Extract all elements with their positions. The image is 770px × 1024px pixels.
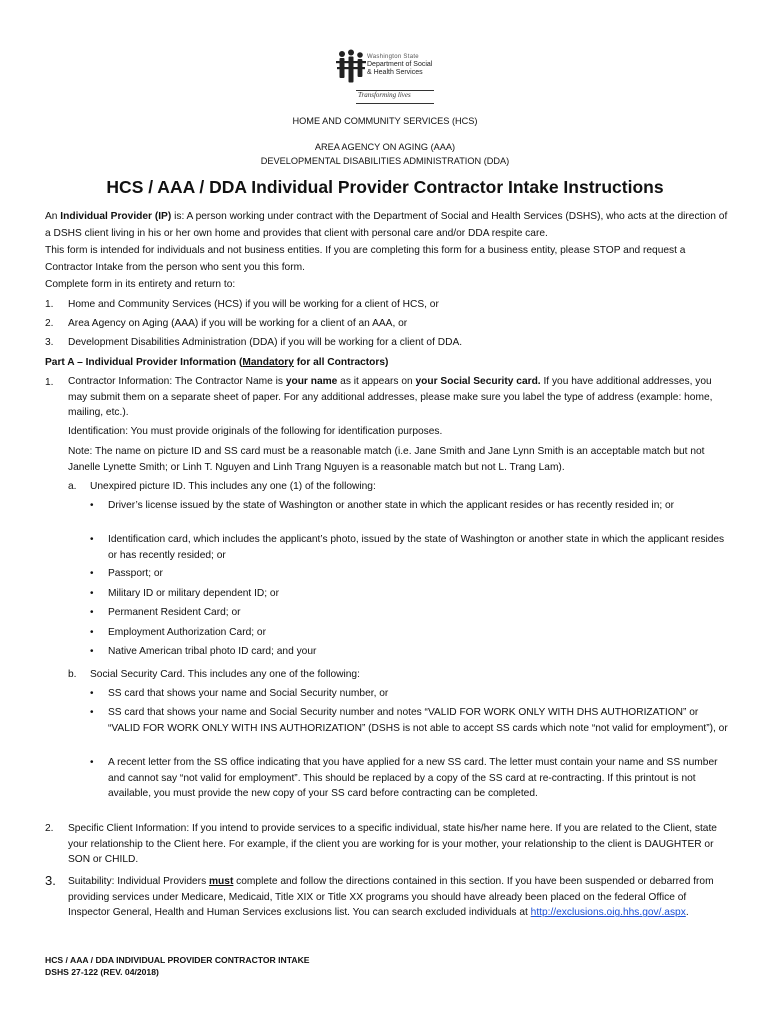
item2-client-info: Specific Client Information: If you intend to provide services to a specific individual, state his/her name here. If you are related to the Client, state your relationship to the Client here. For example, if the client you are working for is your mother, your relationship to the client is DAUGHTER or SON or CHILD. [68,823,717,866]
part-a-mandatory: Mandatory [242,357,294,368]
return-item-hcs: Home and Community Services (HCS) if you will be working for a client of HCS, or [68,299,439,310]
bullet-icon: • [90,568,94,579]
part-a-heading [45,354,735,371]
intro-definition [45,208,735,242]
bullet-icon: • [90,688,94,699]
item1-identification: Identification: You must provide originals of the following for identification purposes. [68,426,443,437]
header-hcs: HOME AND COMMUNITY SERVICES (HCS) [292,116,478,126]
part-a-pre: Part A – Individual Provider Information ( [45,357,243,368]
sub-a-bullet-drivers-license: Driver’s license issued by the state of Washington or another state in which the applicant resides or has recently resided in; or [108,500,675,511]
sub-a-bullet-military: Military ID or military dependent ID; or [108,588,279,599]
part-a-post: for all Contractors) [293,357,389,368]
dshs-logo [336,47,434,105]
sub-a-bullet-tribal: Native American tribal photo ID card; and your [108,646,317,657]
item1-your-name: your name [285,376,338,387]
item3-must: must [209,876,234,887]
item3-suitability [68,874,730,921]
exclusions-link[interactable]: http://exclusions.oig.hhs.gov/.aspx [530,907,686,919]
intro-prefix: An [45,211,61,222]
sub-b-bullet-ss-card: SS card that shows your name and Social Security number, or [108,688,389,699]
bullet-icon: • [90,627,94,638]
item1-text-e: If you have additional addresses, you may submit them on a separate sheet of paper. For any additional addresses, please make sure you label the type of address (example: home, mailing, etc.). [68,376,713,419]
return-item-number: 3. [45,337,54,348]
item3-text-b: complete and follow the directions contained in this section. If you have been suspended or debarred from providing services under Medicare, Medicaid, Title XIX or Title XX programs you should have already been placed on the federal Office of Inspector General, Health and Human Services exclusions list. You can search excluded individuals at [68,876,714,919]
sub-a-bullet-id-card: Identification card, which includes the applicant’s photo, issued by the state of Washington or another state in which the applicant resides or has recently resided; or [108,534,725,561]
bullet-icon: • [90,588,94,599]
family-figures-icon [336,49,366,87]
return-item-number: 1. [45,299,54,310]
item1-number: 1. [45,377,54,388]
sub-a-label: a. [68,481,77,492]
footer-form-number: DSHS 27-122 (REV. 04/2018) [45,967,159,977]
item1-ss-card: your Social Security card. [415,376,541,387]
return-item-number: 2. [45,318,54,329]
item3-number: 3. [45,873,56,888]
sub-a-bullet-employment: Employment Authorization Card; or [108,627,266,638]
page-title: HCS / AAA / DDA Individual Provider Contractor Intake Instructions [106,177,664,197]
item1-contractor-info [68,374,730,421]
header-dda: DEVELOPMENTAL DISABILITIES ADMINISTRATION (DDA) [260,156,510,166]
item2-number: 2. [45,823,54,834]
logo-line1: Department of Social [367,61,433,68]
sub-a-bullet-passport: Passport; or [108,568,163,579]
sub-a-text: Unexpired picture ID. This includes any one (1) of the following: [90,481,376,492]
intro-business-note: This form is intended for individuals and not business entities. If you are completing this form for a business entity, please STOP and request a Contractor Intake from the person who sent you this form. [45,245,686,273]
item3-end: . [685,907,689,919]
bullet-icon: • [90,757,94,768]
bullet-icon: • [90,646,94,657]
footer-form-name: HCS / AAA / DDA INDIVIDUAL PROVIDER CONTRACTOR INTAKE [45,955,310,965]
item1-text-a: Contractor Information: The Contractor Name is [68,376,286,387]
logo-state: Washington State [367,54,419,60]
sub-b-bullet-ss-card-notes: SS card that shows your name and Social Security number and notes “VALID FOR WORK ONLY WITH DHS AUTHORIZATION” or “VALID FOR WORK ONLY WITH INS AUTHORIZATION” (DSHS is not able to accept SS cards which note “not valid for employment”), or [108,707,728,734]
header-aaa: AREA AGENCY ON AGING (AAA) [314,142,456,152]
return-item-aaa: Area Agency on Aging (AAA) if you will be working for a client of an AAA, or [68,318,408,329]
bullet-icon: • [90,500,94,511]
sub-a-bullet-resident-card: Permanent Resident Card; or [108,607,241,618]
logo-tagline: Transforming lives [358,91,411,99]
sub-b-label: b. [68,669,77,680]
bullet-icon: • [90,707,94,718]
logo-wordmark [367,53,432,77]
bullet-icon: • [90,607,94,618]
sub-b-bullet-letter: A recent letter from the SS office indicating that you have applied for a new SS card. The letter must contain your name and SS number and cannot say “not valid for employment”. This should be replaced by a copy of the SS card at re-contracting. If this printout is not available, you must provide the new copy of your SS card before contracting can be completed. [108,757,718,800]
logo-line2: & Health Services [367,69,423,76]
logo-rule-bottom [356,103,434,104]
bullet-icon: • [90,534,94,545]
intro-ip-term: Individual Provider (IP) [60,211,172,222]
return-item-dda: Development Disabilities Administration (DDA) if you will be working for a client of DDA. [68,337,463,348]
intro-definition-text: is: A person working under contract with the Department of Social and Health Services (DSHS), who acts at the direction of a DSHS client living in his or her own home and provides that client with personal care and/or DDA respite care. [45,211,728,239]
item3-text-a: Suitability: Individual Providers [68,876,209,887]
item1-text-c: as it appears on [337,376,416,387]
item1-note: Note: The name on picture ID and SS card must be a reasonable match (i.e. Jane Smith and Jane Lynn Smith is an acceptable match but not Janelle Lynette Smith; or Linh T. Nguyen and Linh Trang Nguyen is a reasonable match but not L. Trang Lam). [68,446,705,473]
sub-b-text: Social Security Card. This includes any one of the following: [90,669,360,680]
intro-return-to: Complete form in its entirety and return to: [45,279,236,290]
